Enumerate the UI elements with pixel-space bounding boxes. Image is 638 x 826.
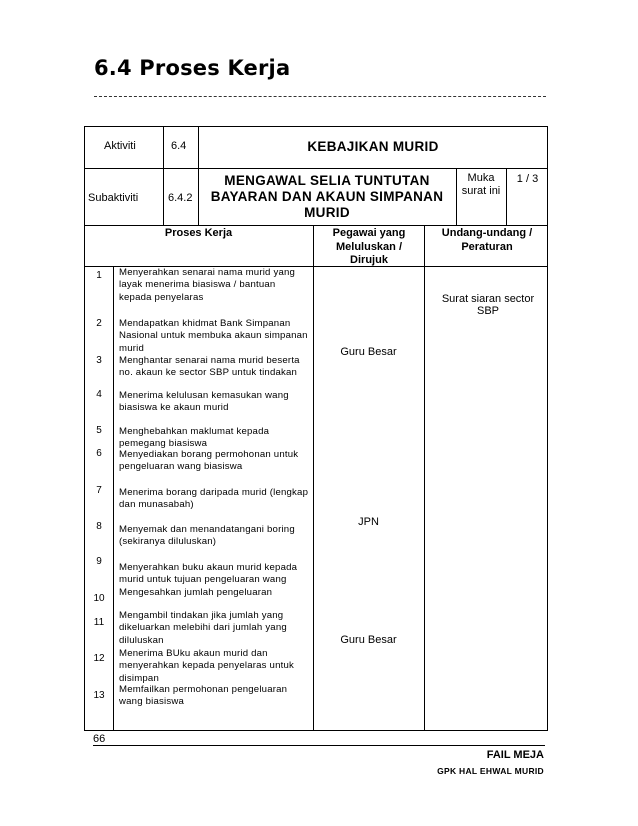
step-number: 7: [96, 485, 102, 496]
page-title: 6.4 Proses Kerja: [94, 56, 291, 80]
step-text: Menerima borang daripada murid (lengkap dan munasabah): [119, 487, 309, 511]
step-text: Memfailkan permohonan pengeluaran wang biasiswa: [119, 684, 288, 708]
step-text: Menyerahkan buku akaun murid kepada murid untuk tujuan pengeluaran wang: [119, 562, 298, 586]
pegawai-guru-besar-2: Guru Besar: [340, 634, 397, 646]
col-divider-c: [456, 168, 457, 225]
header-pegawai: Pegawai yang Meluluskan / Dirujuk: [332, 227, 406, 266]
step-text: Menerima kelulusan kemasukan wang biasiswa ke akaun murid: [119, 390, 289, 414]
muka-surat-label: Muka surat ini: [461, 172, 501, 197]
step-text: Mendapatkan khidmat Bank Simpanan Nasional untuk membuka akaun simpanan murid: [119, 318, 308, 354]
aktiviti-number: 6.4: [171, 140, 187, 152]
step-number: 3: [96, 355, 102, 366]
step-number: 12: [93, 653, 105, 664]
pegawai-guru-besar-1: Guru Besar: [340, 346, 397, 358]
header-undang-undang: Undang-undang / Peraturan: [441, 227, 533, 253]
step-text: Menerima BUku akaun murid dan menyerahkan kepada penyelaras untuk disimpan: [119, 648, 295, 684]
step-number: 13: [93, 690, 105, 701]
page-fraction: 1 / 3: [516, 173, 539, 185]
col-divider-pegawai: [424, 225, 425, 731]
step-text: Mengesahkan jumlah pengeluaran: [119, 587, 273, 598]
step-number: 2: [96, 318, 102, 329]
subaktiviti-number: 6.4.2: [168, 192, 193, 204]
subaktiviti-label: Subaktiviti: [88, 192, 139, 204]
footer-line-1: FAIL MEJA: [486, 749, 544, 761]
step-text: Menghantar senarai nama murid beserta no. akaun ke sector SBP untuk tindakan: [119, 355, 300, 379]
header-proses-kerja: Proses Kerja: [164, 227, 233, 239]
step-number: 11: [93, 617, 105, 628]
step-number: 4: [96, 389, 102, 400]
pegawai-jpn: JPN: [358, 516, 379, 528]
page-number: 66: [93, 733, 106, 745]
subaktiviti-title: MENGAWAL SELIA TUNTUTAN BAYARAN DAN AKAUN SIMPANAN MURID: [210, 173, 444, 220]
step-number: 5: [96, 425, 102, 436]
undang-surat-siaran: Surat siaran sector SBP: [441, 293, 535, 318]
aktiviti-label: Aktiviti: [104, 140, 136, 152]
step-number: 6: [96, 448, 102, 459]
footer-line-2: GPK HAL EHWAL MURID: [437, 766, 544, 776]
row-divider-2: [84, 225, 548, 226]
title-divider: [94, 96, 546, 97]
step-number: 1: [96, 270, 102, 281]
step-text: Mengambil tindakan jika jumlah yang dikeluarkan melebihi dari jumlah yang diluluskan: [119, 610, 287, 646]
step-text: Menyerahkan senarai nama murid yang layak menerima biasiswa / bantuan kepada penyelaras: [119, 267, 296, 303]
step-number: 10: [93, 593, 105, 604]
col-divider-no: [113, 266, 114, 731]
col-divider-a: [163, 126, 164, 225]
step-text: Menghebahkan maklumat kepada pemegang biasiswa: [119, 426, 270, 450]
aktiviti-title: KEBAJIKAN MURID: [307, 139, 439, 154]
row-divider-1: [84, 168, 548, 169]
footer-divider: [93, 745, 545, 746]
col-divider-proses: [313, 225, 314, 731]
step-text: Menyemak dan menandatangani boring (sekiranya diluluskan): [119, 524, 295, 548]
step-number: 8: [96, 521, 102, 532]
step-number: 9: [96, 556, 102, 567]
step-text: Menyediakan borang permohonan untuk pengeluaran wang biasiswa: [119, 449, 299, 473]
